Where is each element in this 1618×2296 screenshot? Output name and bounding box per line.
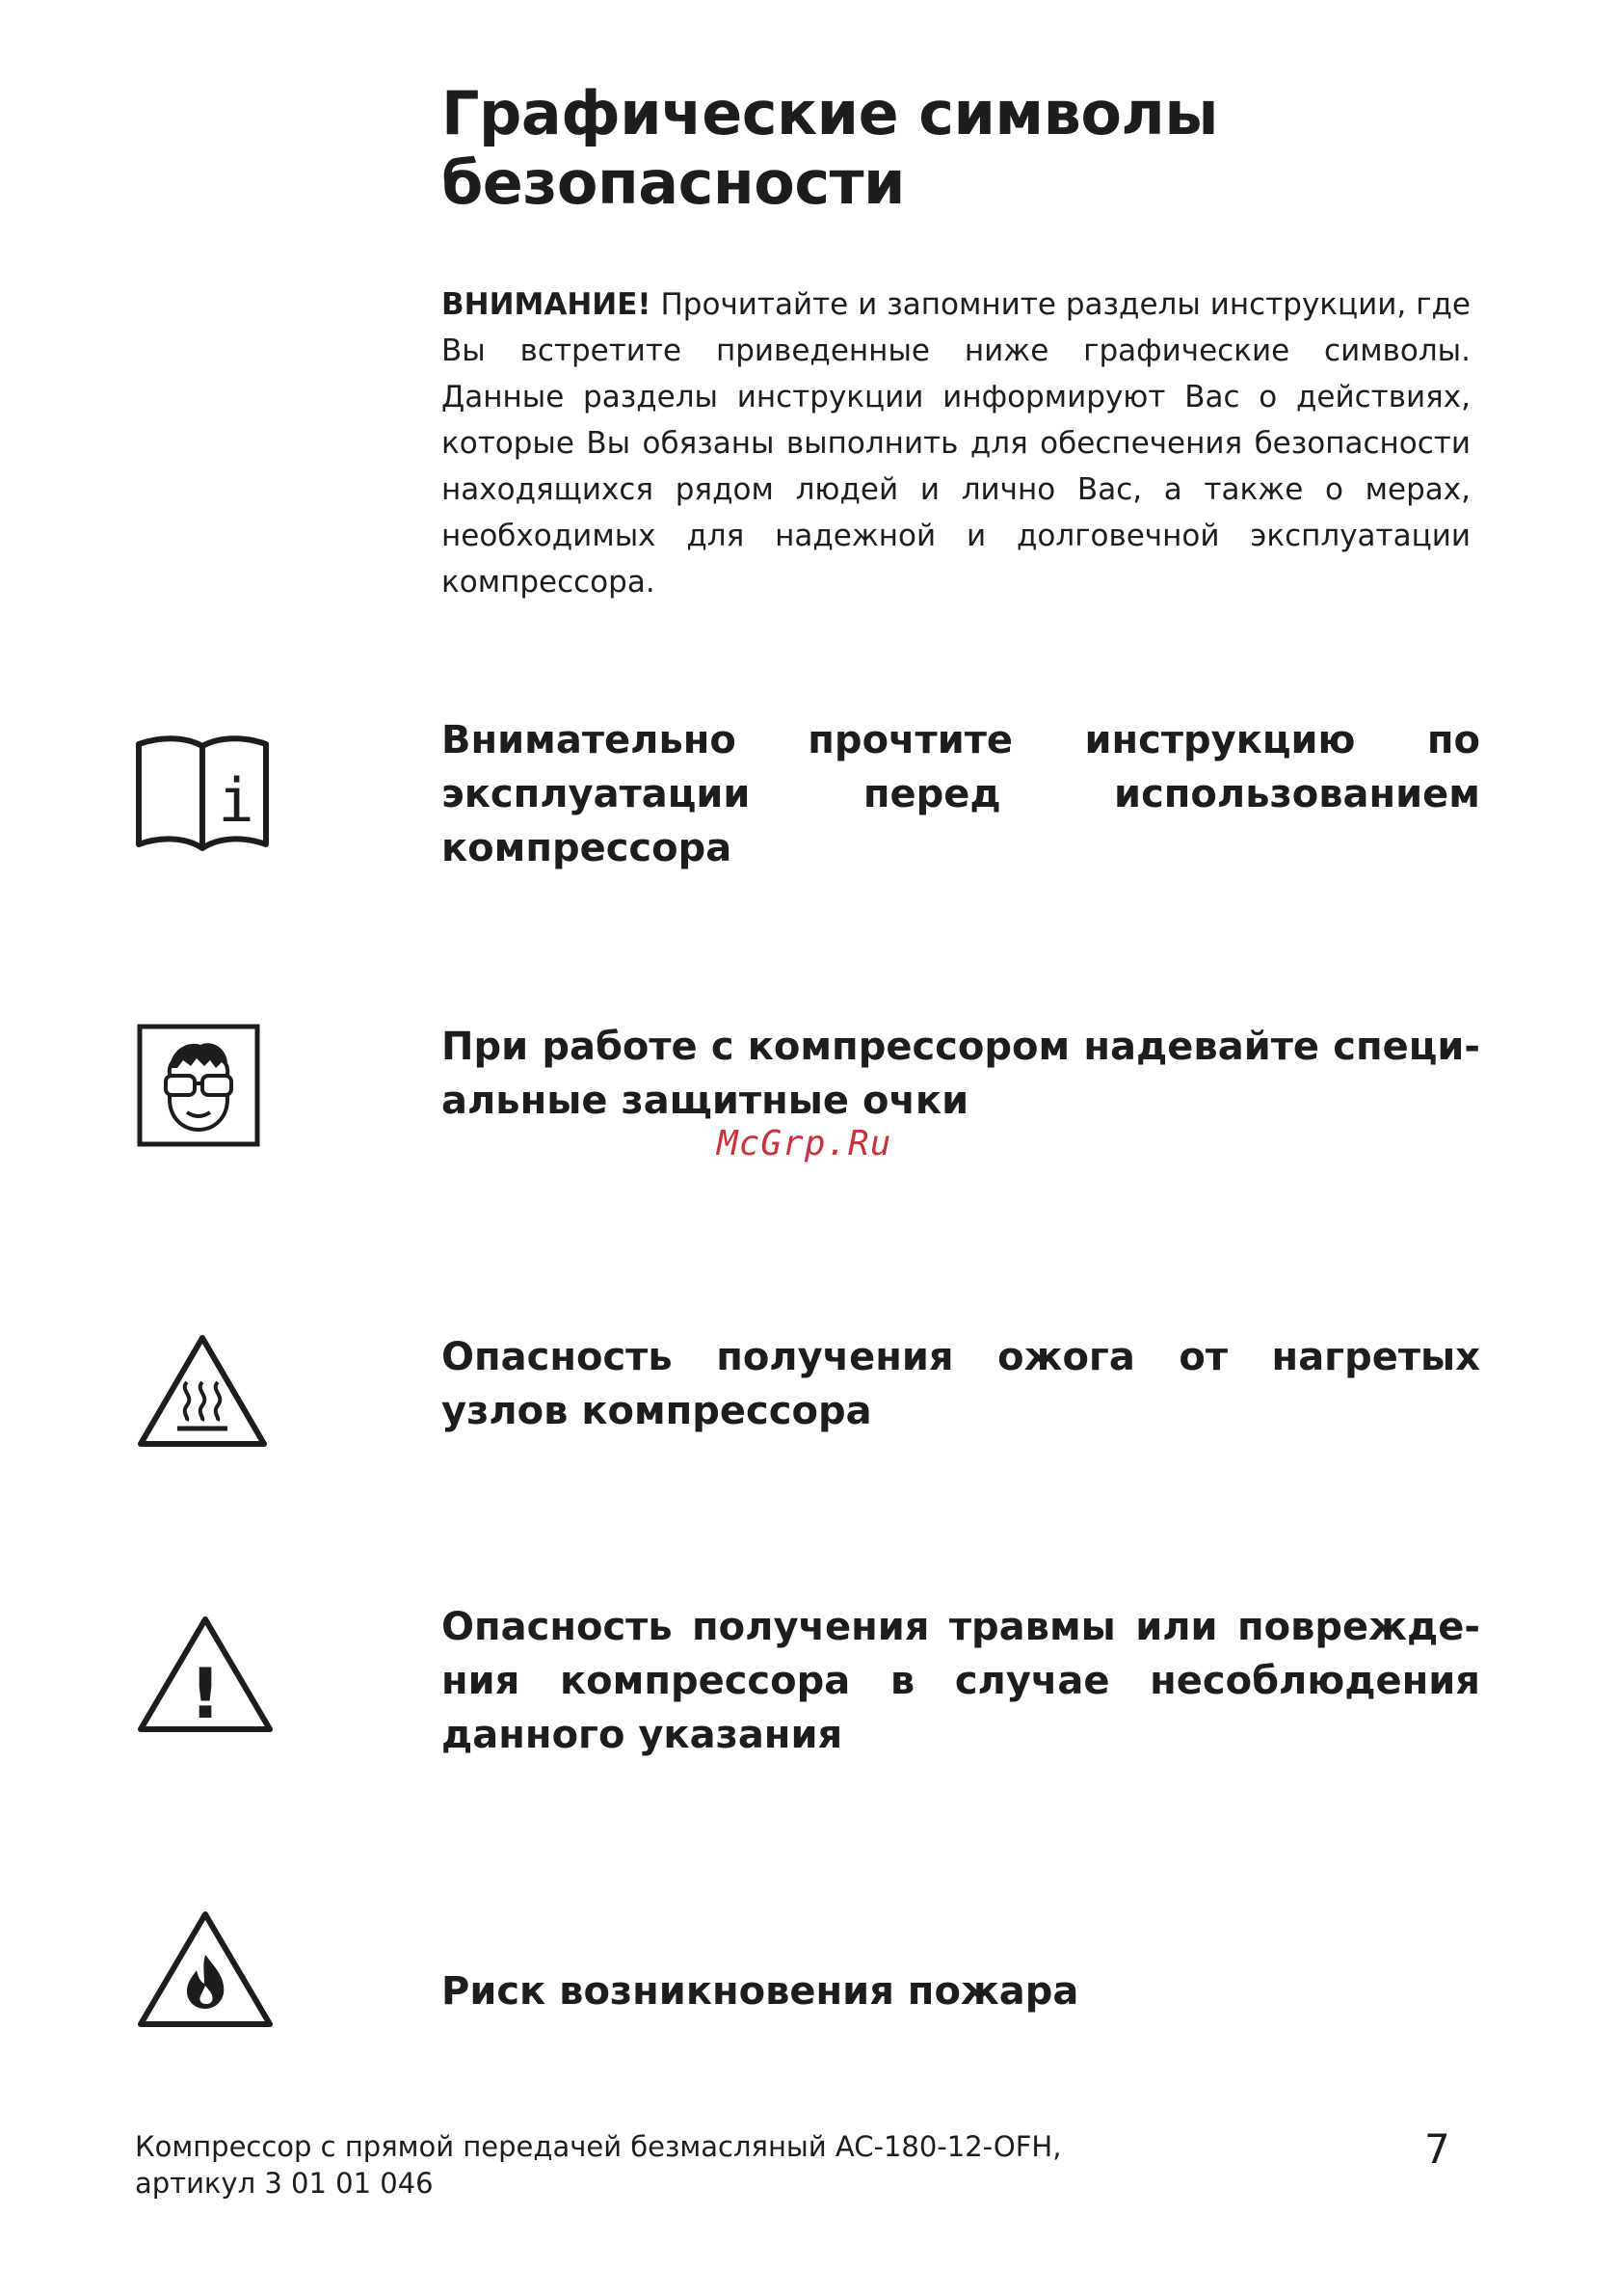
page-title: [441, 79, 1501, 218]
footer-line2: артикул 3 01 01 046: [135, 2167, 434, 2200]
fire-hazard-icon: [135, 1907, 276, 2032]
watermark: McGrp.Ru: [717, 1124, 892, 1163]
read-manual-icon-letter: i: [218, 765, 254, 836]
symbol-text-safety-goggles: При работе с компрессором надевайте специальные защитные очки: [441, 1025, 1480, 1123]
page-title-line1: Графические символы: [441, 78, 1218, 148]
footer-line1: Компрессор с прямой передачей безмасляный AC-180-12-OFH,: [135, 2130, 1062, 2163]
warning-label: ВНИМАНИЕ!: [441, 287, 651, 322]
page-number: 7: [1424, 2125, 1450, 2173]
warning-exclamation-icon: [135, 1612, 276, 1737]
symbol-text-warning: Опасность получения травмы или повреждения компрессора в случае несоблюдения данного указания: [441, 1605, 1480, 1757]
read-manual-icon: [133, 734, 272, 854]
symbol-text-read-manual: Внимательно прочтите инструкцию по эксплуатации перед использованием компрессора: [441, 718, 1480, 870]
hot-surface-icon: [135, 1330, 270, 1452]
intro-paragraph: [441, 281, 1471, 605]
footer-product-info: [135, 2128, 1099, 2202]
warning-exclamation-mark: !: [189, 1653, 222, 1734]
page-title-line2: безопасности: [441, 147, 905, 218]
intro-text: Прочитайте и запомните разделы инструкции, где Вы встретите приведенные ниже графические символы. Данные разделы инструкции информируют Вас о действиях, которые Вы обязаны выполнить для обеспечения безопасности находящихся рядом людей и лично Вас, а также о мерах, необходимых для надежной и долговечной эксплуатации компрессора.: [441, 287, 1471, 600]
safety-goggles-icon: [137, 1024, 260, 1147]
symbol-text-hot-surface: Опасность получения ожога от нагретых узлов компрессора: [441, 1335, 1480, 1433]
symbol-text-fire: Риск возникновения пожара: [441, 1969, 1079, 2014]
